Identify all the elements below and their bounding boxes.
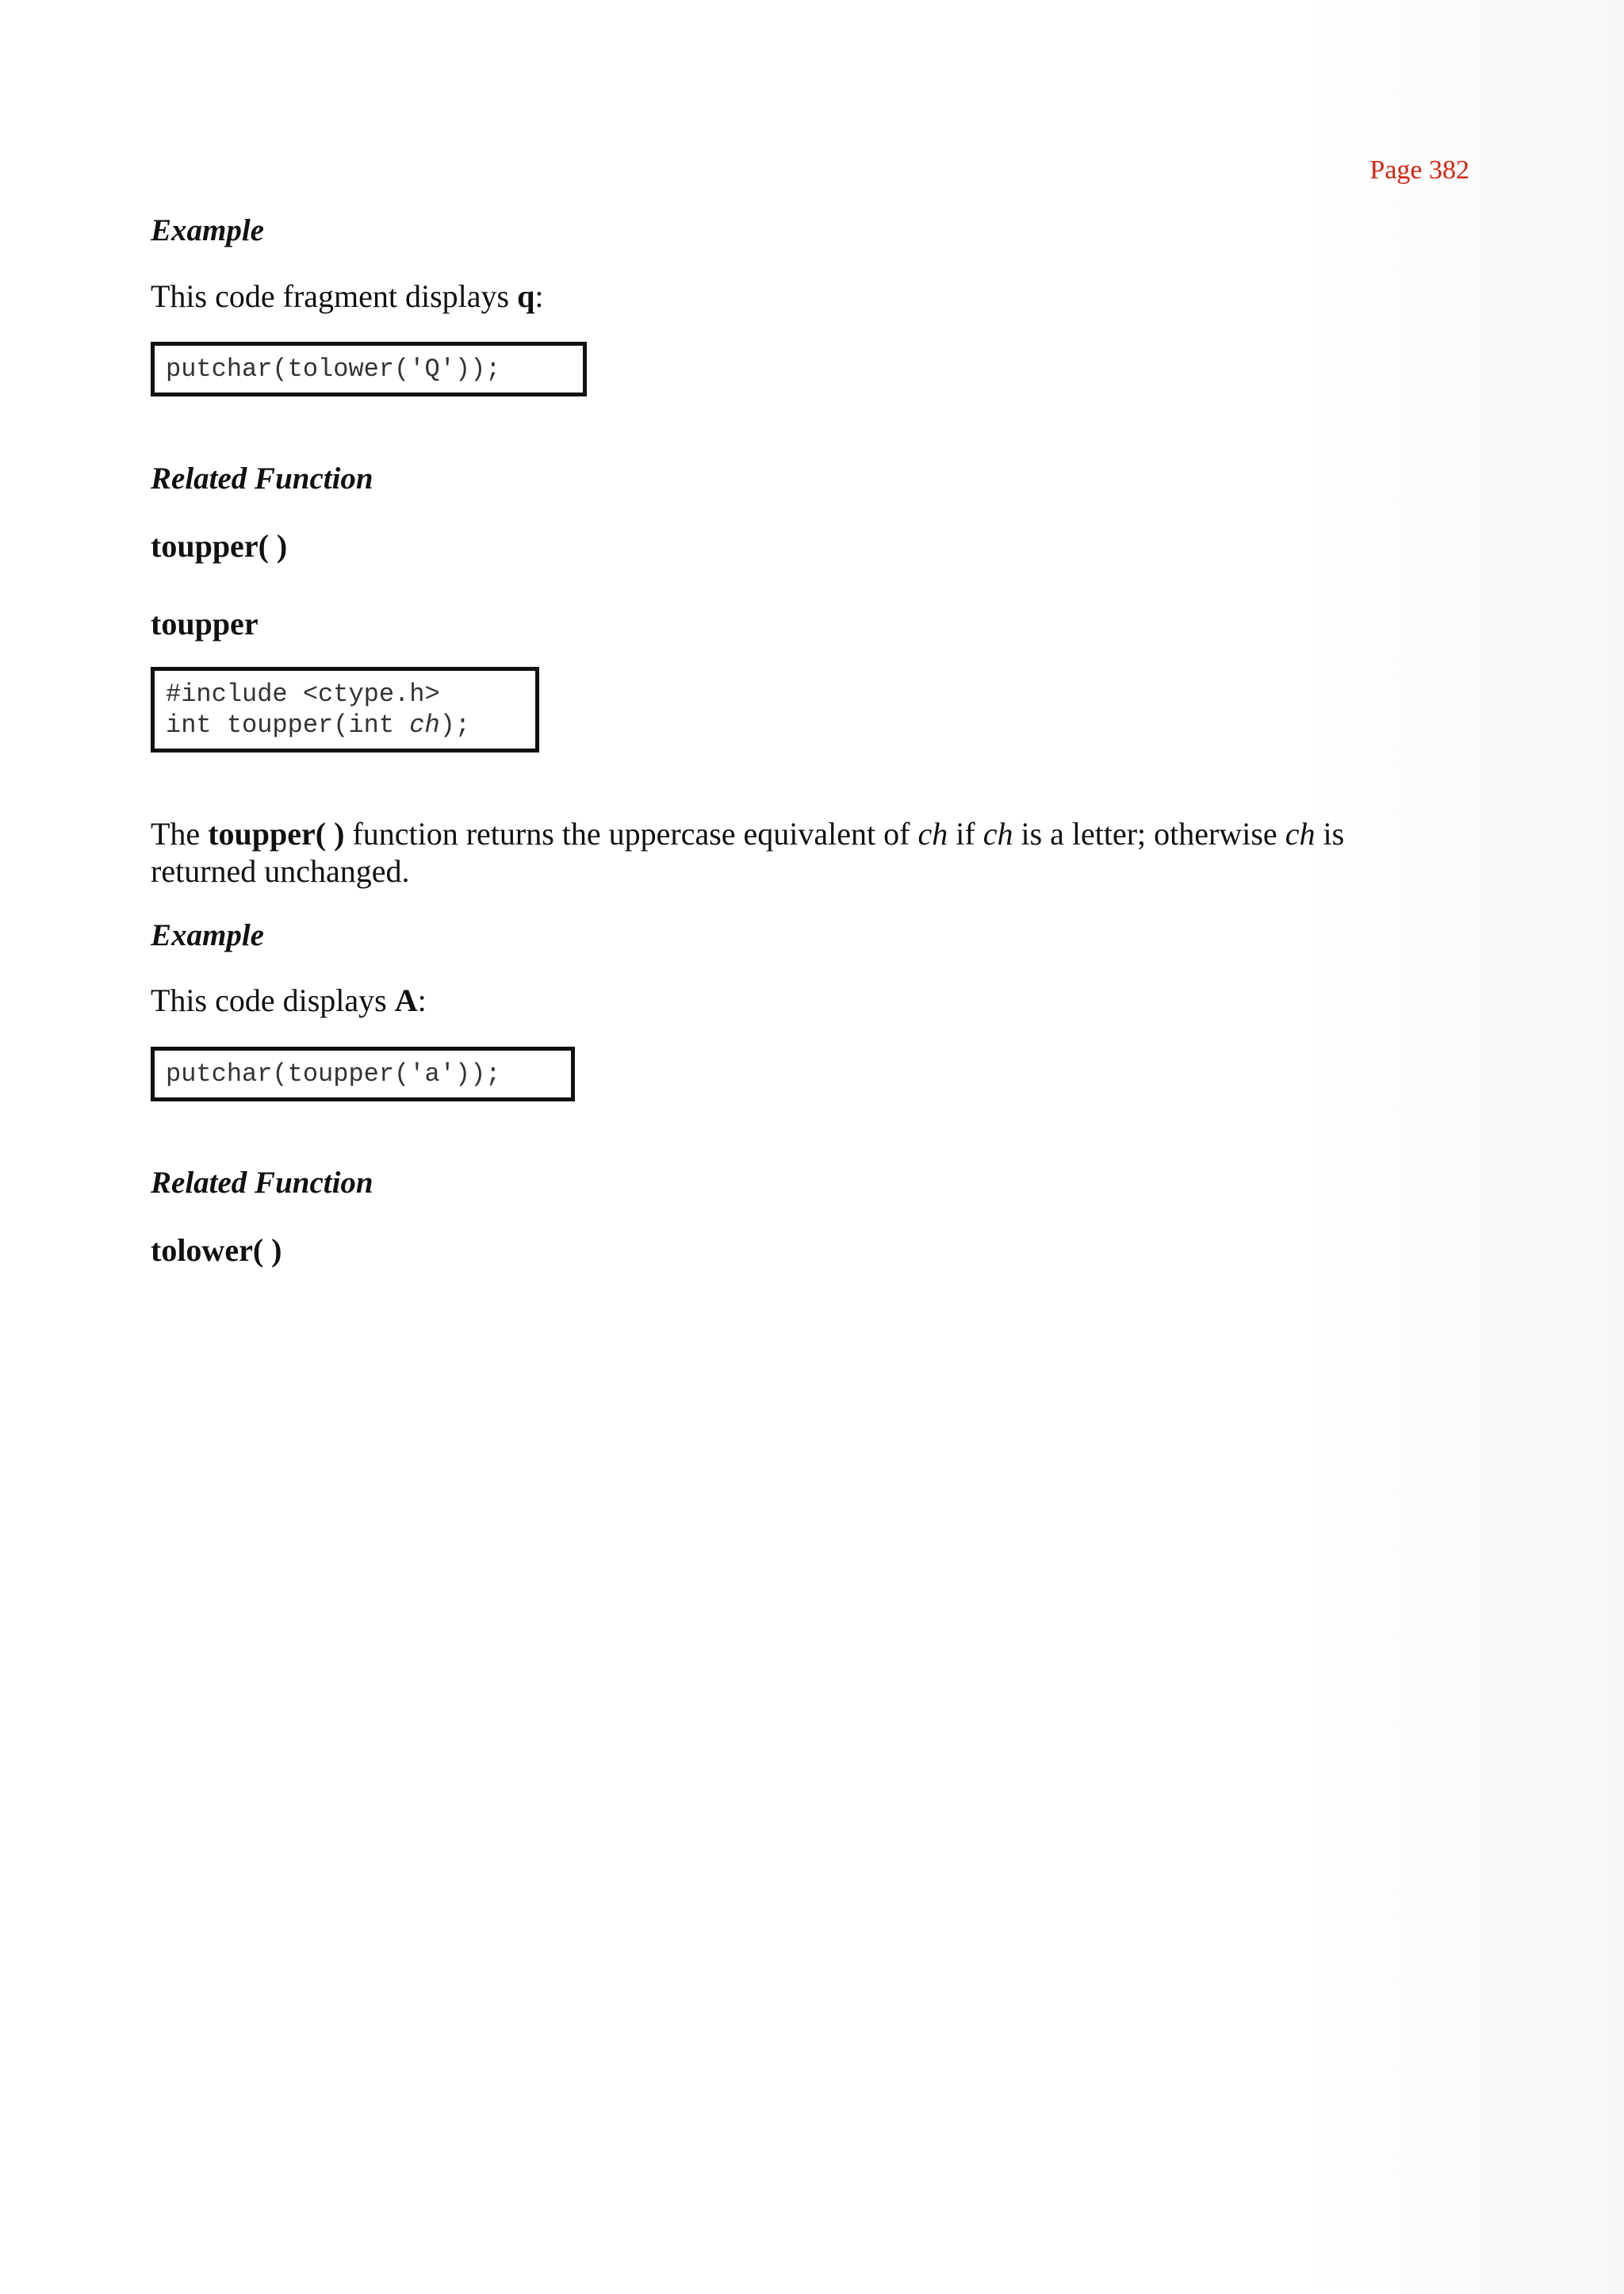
code-line: putchar(toupper('a'));	[166, 1059, 501, 1089]
example-heading: Example	[151, 918, 264, 952]
code-line: putchar(tolower('Q'));	[166, 354, 501, 384]
code-param: ch	[409, 710, 440, 740]
desc-func: toupper( )	[208, 816, 345, 852]
page-number: Page 382	[1369, 155, 1469, 185]
toupper-description	[151, 815, 1388, 890]
code-line-suffix: );	[439, 710, 471, 740]
desc-param: ch	[917, 816, 948, 852]
code-line-prefix: int toupper(int	[166, 710, 410, 740]
example-intro-text: This code fragment displays	[151, 278, 510, 314]
code-line	[166, 710, 524, 741]
function-title-toupper: toupper	[151, 606, 259, 641]
example-intro	[151, 982, 427, 1019]
desc-text: if	[948, 816, 983, 852]
desc-param: ch	[1285, 816, 1316, 852]
code-block-toupper-prototype	[151, 667, 539, 753]
example-intro-bold: A	[394, 982, 418, 1018]
related-function-name: tolower( )	[151, 1232, 282, 1268]
example-intro-tail: :	[534, 278, 544, 314]
example-intro-text: This code displays	[151, 982, 387, 1018]
desc-param: ch	[982, 816, 1013, 852]
code-block-toupper-example	[151, 1047, 575, 1101]
related-function-heading: Related Function	[151, 461, 373, 496]
desc-text: is a letter; otherwise	[1013, 816, 1285, 852]
desc-text: The	[151, 816, 209, 852]
code-line: #include <ctype.h>	[166, 680, 440, 709]
desc-text: function returns the uppercase equivalent of	[344, 816, 918, 852]
desc-text: is returned unchanged.	[151, 816, 1345, 889]
example-intro	[151, 278, 543, 315]
example-heading: Example	[151, 213, 264, 247]
related-function-heading: Related Function	[151, 1166, 373, 1200]
code-block-tolower-example	[151, 342, 587, 396]
related-function-name: toupper( )	[151, 528, 288, 564]
example-intro-tail: :	[417, 982, 427, 1018]
example-intro-bold: q	[517, 278, 535, 314]
